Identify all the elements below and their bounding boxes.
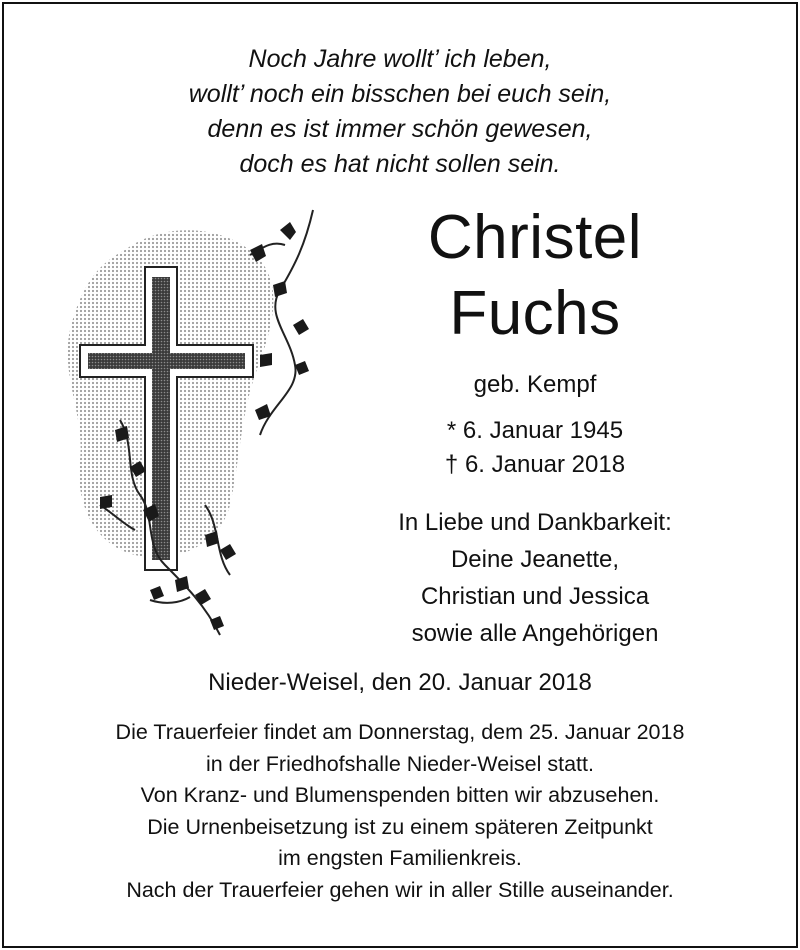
info-line: im engsten Familienkreis. <box>278 846 522 870</box>
mourner-line: In Liebe und Dankbarkeit: <box>398 509 672 536</box>
poem-line: doch es hat nicht sollen sein. <box>239 150 561 178</box>
death-date: † 6. Januar 2018 <box>444 451 626 478</box>
funeral-info <box>0 717 800 906</box>
poem-line: denn es ist immer schön gewesen, <box>207 115 593 143</box>
first-name: Christel <box>427 203 643 272</box>
info-line: Die Trauerfeier findet am Donnerstag, dem 25. Januar 2018 <box>115 720 685 744</box>
poem-line: Noch Jahre wollt’ ich leben, <box>248 45 552 73</box>
poem <box>0 42 800 182</box>
poem-line: wollt’ noch ein bisschen bei euch sein, <box>188 80 612 108</box>
deceased-block <box>335 200 735 652</box>
mourners <box>335 504 735 652</box>
last-name: Fuchs <box>449 279 621 348</box>
info-line: Nach der Trauerfeier gehen wir in aller Stille auseinander. <box>126 877 674 902</box>
mourner-line: Deine Jeanette, <box>450 546 620 573</box>
maiden-name: geb. Kempf <box>473 371 597 398</box>
mourner-line: Christian und Jessica <box>420 583 650 610</box>
info-line: Von Kranz- und Blumenspenden bitten wir abzusehen. <box>140 783 660 807</box>
place-and-date: Nieder-Weisel, den 20. Januar 2018 <box>208 669 592 696</box>
birth-date: * 6. Januar 1945 <box>446 417 624 444</box>
mourner-line: sowie alle Angehörigen <box>411 620 659 647</box>
cross-with-ivy-icon <box>55 205 345 645</box>
info-line: Die Urnenbeisetzung ist zu einem späteren Zeitpunkt <box>147 814 653 839</box>
info-line: in der Friedhofshalle Nieder-Weisel statt. <box>206 751 594 776</box>
life-dates <box>335 414 735 482</box>
